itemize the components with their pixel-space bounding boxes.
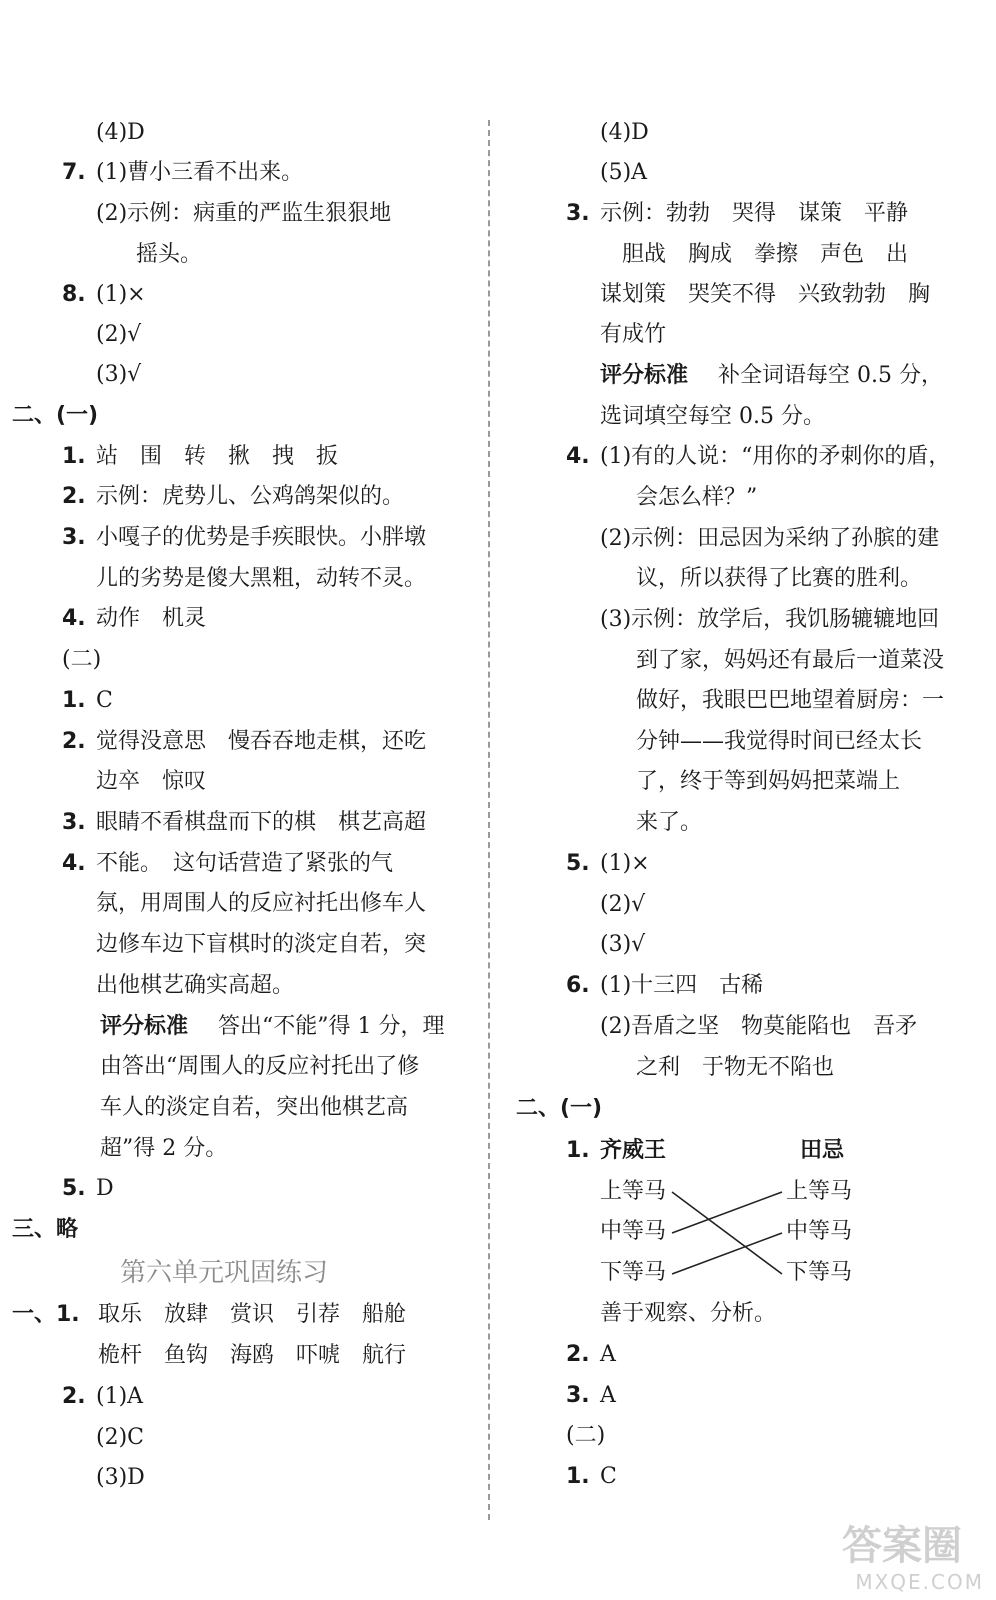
answer-line: (1)× [96,282,146,307]
question-number: 1. [62,444,86,469]
answer-line: (3)D [96,1465,145,1490]
answer-line: (3)√ [96,362,142,387]
matching-lines [610,1178,860,1288]
answer-line: 儿的劣势是傻大黑粗，动转不灵。 [96,566,427,591]
answer-line: 到了家，妈妈还有最后一道菜没 [636,648,945,673]
answer-line: 做好，我眼巴巴地望着厨房：一 [636,688,945,713]
answer-line: 由答出“周围人的反应衬托出了修 [100,1054,420,1079]
answer-line: (5)A [600,160,648,185]
answer-line: 站 围 转 揪 拽 扳 [96,444,339,469]
question-number: 3. [566,1383,590,1408]
subsection-heading: (二) [566,1423,606,1448]
answer-line: 答出“不能”得 1 分，理 [196,1014,445,1039]
answer-line: 摇头。 [136,242,203,267]
answer-line: 分钟——我觉得时间已经太长 [636,729,923,754]
scoring-label: 评分标准 [100,1014,189,1039]
answer-line: (2)吾盾之坚 物莫能陷也 吾矛 [600,1014,918,1039]
scoring-label: 评分标准 [600,363,689,388]
answer-line: 边修车边下盲棋时的淡定自若，突 [96,932,427,957]
answer-line: 动作 机灵 [96,606,207,631]
question-number: 7. [62,160,86,185]
answer-line: 氛，用周围人的反应衬托出修车人 [96,891,427,916]
answer-line: 觉得没意思 慢吞吞地走棋，还吃 [96,729,427,754]
answer-line: 善于观察、分析。 [600,1301,777,1326]
answer-line: (2)√ [600,892,646,917]
question-number: 4. [62,606,86,631]
answer-line: 议，所以获得了比赛的胜利。 [636,566,923,591]
question-number: 2. [62,729,86,754]
section-heading: 三、略 [12,1217,79,1242]
matching-header-right: 田忌 [800,1138,845,1163]
matching-left-item: 下等马 [600,1260,667,1285]
matching-left-item: 上等马 [600,1179,667,1204]
question-number: 2. [566,1342,590,1367]
answer-line: 小嘎子的优势是手疾眼快。小胖墩 [96,525,427,550]
answer-line: D [96,1176,114,1201]
answer-line: 示例：勃勃 哭得 谋策 平静 [600,201,909,226]
answer-line: A [600,1383,616,1408]
answer-line: 了，终于等到妈妈把菜端上 [636,769,901,794]
answer-line: 眼睛不看棋盘而下的棋 棋艺高超 [96,810,427,835]
answer-line: 取乐 放肆 赏识 引荐 船舱 [98,1302,407,1327]
section-heading: 二、(一) [12,403,99,428]
unit-title: 第六单元巩固练习 [120,1258,329,1288]
match-line [672,1192,782,1233]
answer-line: (2)C [96,1425,144,1450]
answer-line: 不能。 这句话营造了紧张的气 [96,851,394,876]
answer-line: 胆战 胸成 拳擦 声色 出 [622,242,909,267]
answer-line: 出他棋艺确实高超。 [96,973,295,998]
question-number: 8. [62,282,86,307]
answer-line: (1)有的人说：“用你的矛刺你的盾， [600,444,951,469]
match-line [672,1192,782,1274]
matching-header-left: 齐威王 [600,1138,667,1163]
question-number: 4. [566,444,590,469]
answer-line: (2)示例：病重的严监生狠狠地 [96,201,392,226]
answer-line: 之利 于物无不陷也 [636,1055,835,1080]
answer-line: (2)√ [96,322,142,347]
answer-line: 桅杆 鱼钩 海鸥 吓唬 航行 [98,1343,407,1368]
question-number: 2. [62,1384,86,1409]
question-number: 5. [62,1176,86,1201]
answer-line: (3)示例：放学后，我饥肠辘辘地回 [600,607,940,632]
watermark-site: MXQE.COM [855,1570,984,1594]
section-heading: 二、(一) [516,1096,603,1121]
question-number: 一、1. [12,1302,80,1327]
answer-line: 会怎么样？” [636,485,758,510]
question-number: 6. [566,973,590,998]
matching-left-item: 中等马 [600,1219,667,1244]
answer-line: 超”得 2 分。 [100,1136,228,1161]
question-number: 3. [62,525,86,550]
answer-line: (4)D [600,120,649,145]
answer-line: (1)A [96,1384,144,1409]
answer-line: (2)示例：田忌因为采纳了孙膑的建 [600,526,940,551]
answer-line: A [600,1342,616,1367]
matching-right-item: 中等马 [786,1219,853,1244]
question-number: 1. [62,688,86,713]
answer-line: (1)曹小三看不出来。 [96,160,304,185]
answer-line: (1)× [600,851,650,876]
question-number: 5. [566,851,590,876]
watermark-logo [834,1514,984,1594]
match-line [672,1233,782,1274]
matching-right-item: 下等马 [786,1260,853,1285]
column-divider [488,120,490,1520]
answer-line: (4)D [96,120,145,145]
answer-line: (1)十三四 古稀 [600,973,764,998]
question-number: 3. [566,201,590,226]
answer-line: C [96,688,113,713]
subsection-heading: (二) [62,647,102,672]
answer-line: 选词填空每空 0.5 分。 [600,404,825,429]
watermark-title: 答案圈 [842,1523,962,1569]
answer-line: 有成竹 [600,322,667,347]
answer-line: C [600,1464,617,1489]
answer-line: 边卒 惊叹 [96,769,207,794]
question-number: 2. [62,484,86,509]
answer-line: 谋划策 哭笑不得 兴致勃勃 胸 [600,282,931,307]
answer-line: 来了。 [636,810,703,835]
question-number: 1. [566,1138,590,1163]
question-number: 3. [62,810,86,835]
answer-line: 车人的淡定自若，突出他棋艺高 [100,1095,409,1120]
matching-right-item: 上等马 [786,1179,853,1204]
answer-line: 示例：虎势儿、公鸡鸽架似的。 [96,484,405,509]
answer-line: 补全词语每空 0.5 分， [696,363,943,388]
question-number: 1. [566,1464,590,1489]
answer-line: (3)√ [600,932,646,957]
question-number: 4. [62,851,86,876]
